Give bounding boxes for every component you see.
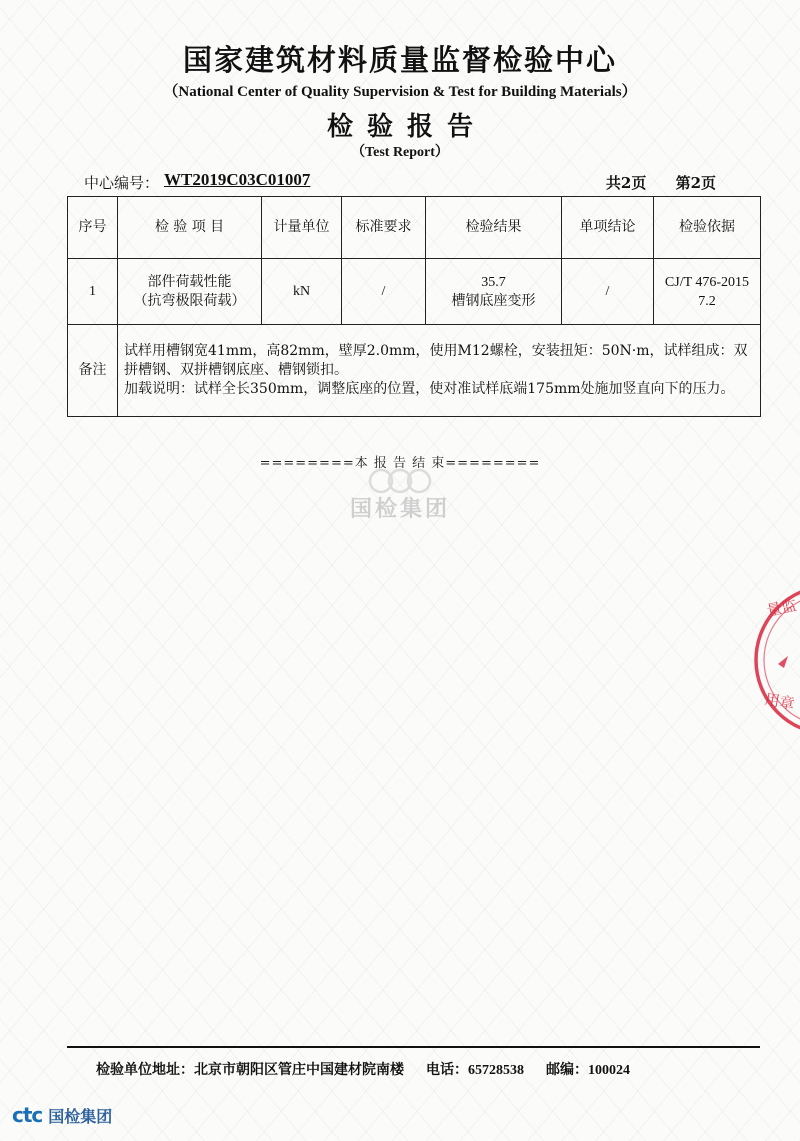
test-item-line: 部件荷载性能: [147, 273, 232, 290]
postcode: 100024: [588, 1063, 630, 1078]
address-label: 检验单位地址：: [96, 1062, 194, 1078]
row-number: 1: [68, 259, 118, 325]
footer-contact: [96, 1059, 630, 1079]
remarks-line: 加载说明：试样全长350mm，调整底座的位置，使对准试样底端175mm处施加竖直向下的压力。: [124, 381, 735, 397]
postcode-label: 邮编：: [546, 1062, 588, 1078]
brand-mark: [12, 1103, 112, 1127]
table-header-row: [68, 197, 761, 259]
test-basis: [654, 259, 761, 325]
center-number-label: 中心编号：: [84, 174, 160, 192]
report-meta-row: [84, 170, 716, 194]
header-cell: 序号: [68, 197, 118, 259]
end-of-report: ========本 报 告 结 束========: [259, 456, 541, 471]
test-result: [426, 259, 562, 325]
remarks-label: 备注: [68, 325, 118, 417]
table-row: [68, 259, 761, 325]
remarks-content: [118, 325, 761, 417]
test-item-line: （抗弯极限荷载）: [133, 292, 246, 309]
unit: kN: [262, 259, 342, 325]
header-cell: 计量单位: [262, 197, 342, 259]
organization-name-cn: 国家建筑材料质量监督检验中心: [182, 43, 617, 77]
remarks-line: 试样用槽钢宽41mm，高82mm，壁厚2.0mm，使用M12螺栓，安装扭矩：50N·m，试样组成：双拼槽钢、双拼槽钢底座、槽钢锁扣。: [124, 343, 748, 378]
basis-standard: CJ/T 476-2015: [664, 274, 750, 290]
total-pages: 共2页: [605, 174, 647, 192]
address: 北京市朝阳区管庄中国建材院南楼: [194, 1062, 404, 1078]
requirement: /: [342, 259, 426, 325]
watermark-text: 国检集团: [349, 497, 450, 522]
result-value: 35.7: [481, 274, 506, 290]
header-cell: 检验结果: [426, 197, 562, 259]
results-table: [67, 196, 761, 417]
watermark-logo-icon: [367, 467, 433, 495]
conclusion: /: [562, 259, 654, 325]
page-info: [582, 172, 716, 193]
remarks-row: [68, 325, 761, 417]
organization-name-en: （National Center of Quality Supervision & Test for Building Materials）: [163, 84, 637, 100]
official-stamp-icon: [748, 580, 800, 740]
report-title-en: （Test Report）: [351, 145, 449, 160]
header-cell: 单项结论: [562, 197, 654, 259]
result-note: 槽钢底座变形: [451, 292, 536, 309]
phone-label: 电话：: [426, 1062, 468, 1078]
svg-text:用章: 用章: [763, 690, 796, 714]
header-cell: 检验依据: [654, 197, 761, 259]
footer-divider: [67, 1046, 760, 1048]
ctc-logo-icon: ctc: [12, 1103, 43, 1127]
test-item: [118, 259, 262, 325]
header-cell: 标准要求: [342, 197, 426, 259]
report-title-cn: 检验报告: [326, 112, 487, 142]
phone: 65728538: [468, 1063, 524, 1078]
page-number: 第2页: [675, 174, 716, 192]
brand-name: 国检集团: [48, 1106, 113, 1126]
center-number-value: WT2019C03C01007: [164, 170, 311, 189]
header-cell: 检 验 项 目: [118, 197, 262, 259]
svg-text:量监: 量监: [765, 596, 799, 620]
basis-clause: 7.2: [698, 293, 716, 309]
